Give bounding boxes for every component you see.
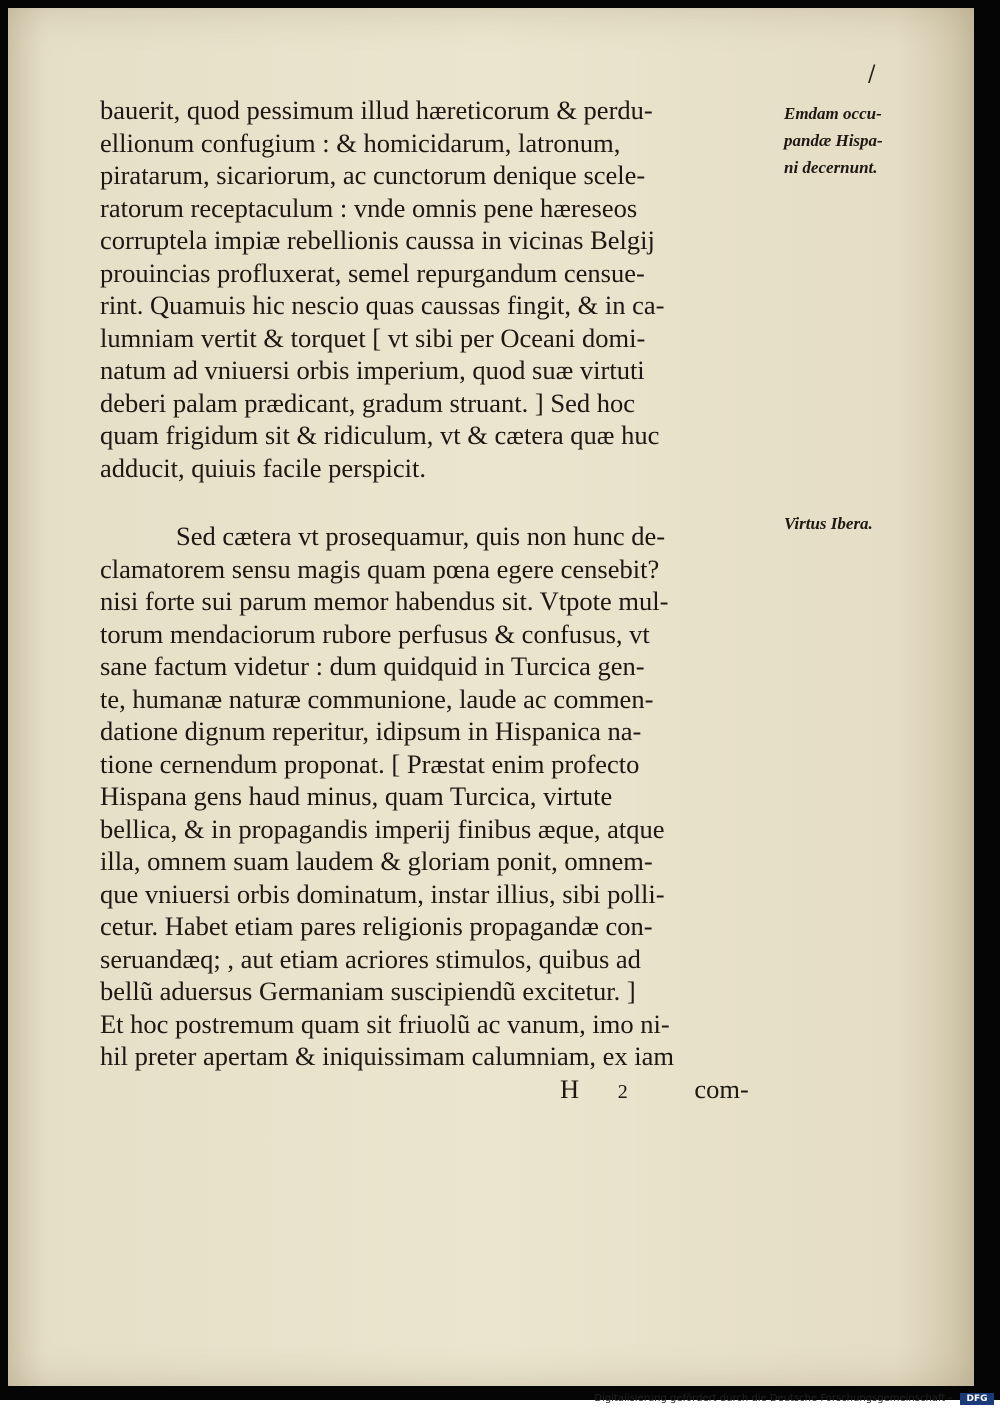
text-line: ellionum confugium : & homicidarum, latronum, — [100, 127, 621, 158]
main-text-block — [100, 94, 790, 1073]
text-line: illa, omnem suam laudem & gloriam ponit, omnem- — [100, 846, 653, 876]
text-line: natum ad vniuersi orbis imperium, quod suæ virtuti — [100, 355, 645, 385]
text-line: bellica, & in propagandis imperij finibus æque, atque — [100, 813, 665, 844]
text-line: bellũ aduersus Germaniam suscipiendũ excitetur. ] — [100, 976, 636, 1006]
marginal-line: pandæ Hispa- — [784, 131, 883, 150]
text-line: que vniuersi orbis dominatum, instar illius, sibi polli- — [100, 878, 665, 909]
folio-mark: / — [868, 62, 876, 87]
text-line: corruptela impiæ rebellionis caussa in vicinas Belgij — [100, 225, 655, 255]
text-line: seruandæq; , aut etiam acriores stimulos, quibus ad — [100, 943, 641, 974]
text-line: quam frigidum sit & ridiculum, vt & cætera quæ huc — [100, 420, 660, 450]
text-line: te, humanæ naturæ communione, laude ac commen- — [100, 683, 654, 714]
marginal-line: Virtus Ibera. — [784, 514, 873, 533]
dfg-logo-icon: DFG — [960, 1393, 994, 1405]
marginal-line: Emdam occu- — [784, 104, 882, 123]
text-line: Et hoc postremum quam sit friuolũ ac vanum, imo ni- — [100, 1008, 670, 1039]
marginal-note — [784, 510, 934, 537]
paragraph-gap — [100, 484, 790, 520]
catchword: com- — [694, 1074, 749, 1104]
text-line: rint. Quamuis hic nescio quas caussas fingit, & in ca- — [100, 290, 665, 320]
signature-letter: H — [560, 1074, 580, 1104]
text-line: torum mendaciorum rubore perfusus & confusus, vt — [100, 618, 650, 649]
text-line: adducit, quiuis facile perspicit. — [100, 452, 426, 483]
text-line: clamatorem sensu magis quam pœna egere censebit? — [100, 553, 660, 584]
text-line: Sed cætera vt prosequamur, quis non hunc de- — [176, 521, 666, 551]
signature-number: 2 — [617, 1081, 628, 1103]
text-line: tione cernendum proponat. [ Præstat enim profecto — [100, 748, 640, 779]
marginal-note — [784, 100, 934, 181]
text-line: nisi forte sui parum memor habendus sit. Vtpote mul- — [100, 586, 669, 616]
text-line: lumniam vertit & torquet [ vt sibi per Oceani domi- — [100, 322, 646, 353]
text-line: piratarum, sicariorum, ac cunctorum denique scele- — [100, 160, 646, 190]
marginal-line: ni decernunt. — [784, 158, 878, 177]
text-line: prouincias profluxerat, semel repurgandum censue- — [100, 257, 645, 288]
text-line: Hispana gens haud minus, quam Turcica, virtute — [100, 781, 613, 811]
text-line: datione dignum reperitur, idipsum in Hispanica na- — [100, 716, 642, 746]
text-line: cetur. Habet etiam pares religionis propagandæ con- — [100, 911, 653, 941]
text-line: bauerit, quod pessimum illud hæreticorum & perdu- — [100, 95, 653, 125]
text-line: hil preter apertam & iniquissimam calumniam, ex iam — [100, 1041, 675, 1071]
funding-credit: Digitalisierung gefördert durch die Deutsche Forschungsgemeinschaft - — [594, 1393, 952, 1404]
signature-catchline — [560, 1074, 749, 1105]
text-line: ratorum receptaculum : vnde omnis pene hæreseos — [100, 192, 638, 223]
text-line: sane factum videtur : dum quidquid in Turcica gen- — [100, 651, 645, 681]
text-line: deberi palam prædicant, gradum struant. ] Sed hoc — [100, 387, 635, 418]
